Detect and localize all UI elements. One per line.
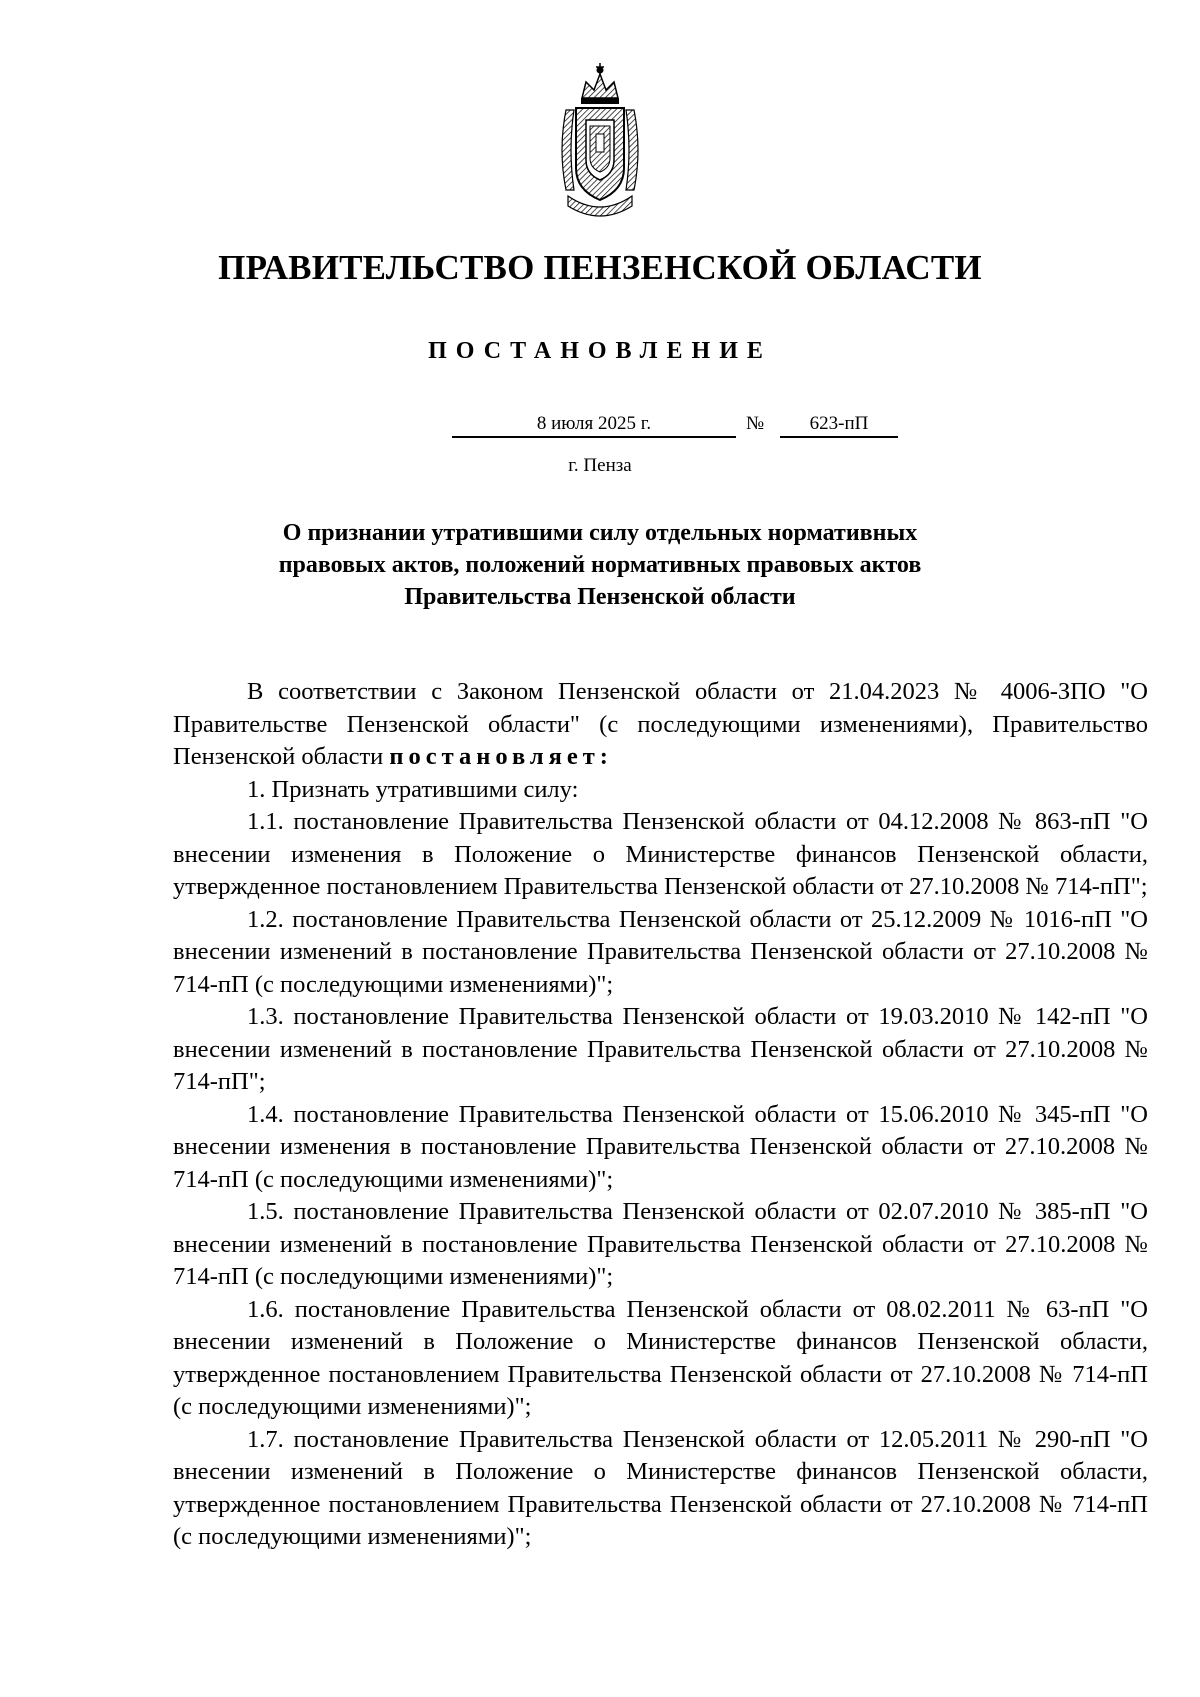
document-type: ПОСТАНОВЛЕНИЕ — [428, 338, 772, 364]
city: г. Пенза — [568, 455, 632, 476]
subitem-1-3: 1.3. постановление Правительства Пензенской области от 19.03.2010 № 142-пП "О внесении изменений в постановление Правительства Пензенской области от 27.10.2008 № 714-пП"; — [173, 1003, 1148, 1095]
document-body — [173, 676, 1148, 1554]
document-date: 8 июля 2025 г. — [452, 413, 736, 438]
item-1: 1. Признать утратившими силу: — [247, 775, 579, 803]
number-sign: № — [746, 413, 765, 434]
document-number: 623-пП — [780, 413, 898, 438]
subitem-1-7: 1.7. постановление Правительства Пензенской области от 12.05.2011 № 290-пП "О внесении изменений в Положение о Министерстве финансов Пензенской области, утвержденное постановлением Правительства Пензенской области от 27.10.2008 № 714-пП (с последующими изменениями)"; — [173, 1425, 1148, 1550]
subject-line: Правительства Пензенской области — [404, 584, 796, 610]
document-subject — [0, 517, 1200, 613]
subitem-1-4: 1.4. постановление Правительства Пензенской области от 15.06.2010 № 345-пП "О внесении изменения в постановление Правительства Пензенской области от 27.10.2008 № 714-пП (с последующими изменениями)"; — [173, 1100, 1148, 1193]
subject-line: правовых актов, положений нормативных правовых актов — [278, 552, 922, 578]
decree-word: постановляет: — [389, 743, 613, 770]
subject-line: О признании утратившими силу отдельных нормативных — [282, 520, 918, 546]
subitem-1-1: 1.1. постановление Правительства Пензенской области от 04.12.2008 № 863-пП "О внесении изменения в Положение о Министерстве финансов Пензенской области, утвержденное постановлением Правительства Пензенской области от 27.10.2008 № 714-пП"; — [173, 808, 1148, 900]
subitem-1-6: 1.6. постановление Правительства Пензенской области от 08.02.2011 № 63-пП "О внесении изменений в Положение о Министерстве финансов Пензенской области, утвержденное постановлением Правительства Пензенской области от 27.10.2008 № 714-пП (с последующими изменениями)"; — [173, 1295, 1148, 1420]
preamble-paragraph — [173, 676, 1148, 774]
coat-of-arms-icon — [552, 60, 648, 220]
organization-title: ПРАВИТЕЛЬСТВО ПЕНЗЕНСКОЙ ОБЛАСТИ — [218, 248, 982, 287]
subitem-1-5: 1.5. постановление Правительства Пензенской области от 02.07.2010 № 385-пП "О внесении изменений в постановление Правительства Пензенской области от 27.10.2008 № 714-пП (с последующими изменениями)"; — [173, 1198, 1148, 1290]
subitem-1-2: 1.2. постановление Правительства Пензенской области от 25.12.2009 № 1016-пП "О внесении изменений в постановление Правительства Пензенской области от 27.10.2008 № 714-пП (с последующими изменениями)"; — [173, 905, 1148, 998]
preamble-text: В соответствии с Законом Пензенской области от 21.04.2023 № 4006-ЗПО "О Правительстве Пензенской области" (с последующими изменениями), Правительство Пензенской области — [173, 678, 1148, 770]
date-number-line — [0, 413, 1200, 443]
